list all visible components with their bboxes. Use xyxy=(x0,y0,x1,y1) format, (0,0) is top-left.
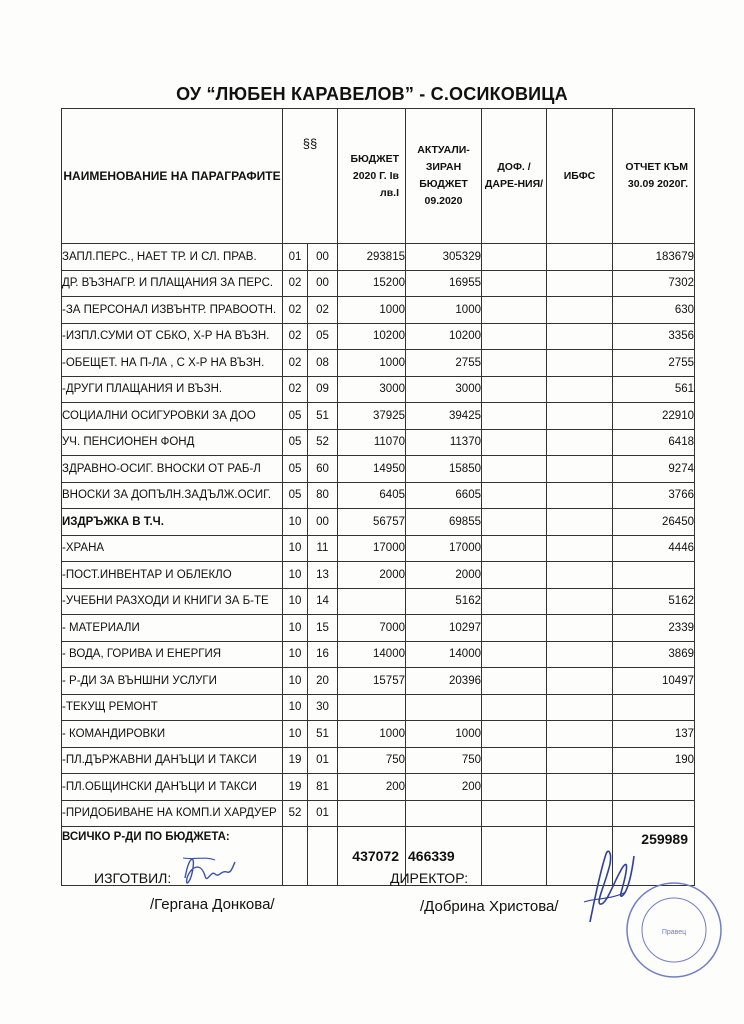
row-budget: 14950 xyxy=(338,456,406,483)
row-subparagraph: 00 xyxy=(308,509,338,536)
row-subparagraph: 20 xyxy=(308,668,338,695)
row-subparagraph: 13 xyxy=(308,562,338,589)
row-donations xyxy=(482,376,547,403)
row-paragraph: 02 xyxy=(283,297,308,324)
total-donations xyxy=(482,827,547,886)
row-report: 26450 xyxy=(613,509,695,536)
row-donations xyxy=(482,482,547,509)
row-name: ВНОСКИ ЗА ДОПЪЛН.ЗАДЪЛЖ.ОСИГ. xyxy=(62,482,283,509)
row-name: -ХРАНА xyxy=(62,535,283,562)
table-row xyxy=(62,774,695,801)
row-donations xyxy=(482,800,547,827)
row-ibfs xyxy=(547,800,613,827)
budget-table xyxy=(61,108,695,886)
document-title: ОУ “ЛЮБЕН КАРАВЕЛОВ” - С.ОСИКОВИЦА xyxy=(176,84,568,104)
row-donations xyxy=(482,297,547,324)
row-paragraph: 01 xyxy=(283,244,308,271)
row-donations xyxy=(482,774,547,801)
row-ibfs xyxy=(547,588,613,615)
row-ibfs xyxy=(547,721,613,748)
row-paragraph: 10 xyxy=(283,668,308,695)
row-donations xyxy=(482,562,547,589)
row-paragraph: 05 xyxy=(283,403,308,430)
row-report: 22910 xyxy=(613,403,695,430)
row-name: -ТЕКУЩ РЕМОНТ xyxy=(62,694,283,721)
header-ibfs: ИБФС xyxy=(547,109,613,244)
row-report xyxy=(613,774,695,801)
row-budget: 200 xyxy=(338,774,406,801)
row-ibfs xyxy=(547,482,613,509)
row-updated-budget: 14000 xyxy=(406,641,482,668)
row-subparagraph: 11 xyxy=(308,535,338,562)
table-row xyxy=(62,800,695,827)
row-paragraph: 02 xyxy=(283,323,308,350)
row-name: -ЗА ПЕРСОНАЛ ИЗВЪНТР. ПРАВООТН. xyxy=(62,297,283,324)
header-paragraph: §§ xyxy=(283,109,338,244)
row-budget: 1000 xyxy=(338,721,406,748)
row-paragraph: 19 xyxy=(283,774,308,801)
row-ibfs xyxy=(547,774,613,801)
row-report: 2339 xyxy=(613,615,695,642)
row-subparagraph: 16 xyxy=(308,641,338,668)
row-budget: 17000 xyxy=(338,535,406,562)
row-budget: 2000 xyxy=(338,562,406,589)
row-budget: 37925 xyxy=(338,403,406,430)
row-budget: 14000 xyxy=(338,641,406,668)
table-row xyxy=(62,270,695,297)
row-paragraph: 10 xyxy=(283,588,308,615)
row-budget xyxy=(338,800,406,827)
header-name: НАИМЕНОВАНИЕ НА ПАРАГРАФИТЕ xyxy=(62,109,283,244)
row-report: 3356 xyxy=(613,323,695,350)
svg-text:Правец: Правец xyxy=(661,929,687,936)
row-subparagraph: 15 xyxy=(308,615,338,642)
row-donations xyxy=(482,668,547,695)
row-name: -ПОСТ.ИНВЕНТАР И ОБЛЕКЛО xyxy=(62,562,283,589)
row-subparagraph: 02 xyxy=(308,297,338,324)
row-paragraph: 10 xyxy=(283,694,308,721)
row-name: -ОБЕЩЕТ. НА П-ЛА , С Х-Р НА ВЪЗН. xyxy=(62,350,283,377)
row-name: - ВОДА, ГОРИВА И ЕНЕРГИЯ xyxy=(62,641,283,668)
row-budget: 15757 xyxy=(338,668,406,695)
row-paragraph: 10 xyxy=(283,721,308,748)
row-budget: 11070 xyxy=(338,429,406,456)
row-report: 4446 xyxy=(613,535,695,562)
row-budget: 750 xyxy=(338,747,406,774)
table-row xyxy=(62,297,695,324)
row-report: 7302 xyxy=(613,270,695,297)
row-budget: 1000 xyxy=(338,297,406,324)
table-row xyxy=(62,668,695,695)
total-label: ВСИЧКО Р-ДИ ПО БЮДЖЕТА: xyxy=(62,827,283,886)
row-name: - Р-ДИ ЗА ВЪНШНИ УСЛУГИ xyxy=(62,668,283,695)
row-updated-budget: 1000 xyxy=(406,297,482,324)
row-name: ДР. ВЪЗНАГР. И ПЛАЩАНИЯ ЗА ПЕРС. xyxy=(62,270,283,297)
row-paragraph: 52 xyxy=(283,800,308,827)
row-updated-budget: 16955 xyxy=(406,270,482,297)
table-row xyxy=(62,244,695,271)
table-row xyxy=(62,588,695,615)
row-report xyxy=(613,562,695,589)
row-budget: 10200 xyxy=(338,323,406,350)
total-p1 xyxy=(283,827,308,886)
row-paragraph: 05 xyxy=(283,456,308,483)
row-subparagraph: 09 xyxy=(308,376,338,403)
row-name: ЗДРАВНО-ОСИГ. ВНОСКИ ОТ РАБ-Л xyxy=(62,456,283,483)
row-report: 5162 xyxy=(613,588,695,615)
table-row xyxy=(62,350,695,377)
row-budget xyxy=(338,588,406,615)
row-ibfs xyxy=(547,323,613,350)
row-budget: 56757 xyxy=(338,509,406,536)
row-subparagraph: 00 xyxy=(308,270,338,297)
row-updated-budget: 2000 xyxy=(406,562,482,589)
table-row xyxy=(62,641,695,668)
row-report: 630 xyxy=(613,297,695,324)
table-row xyxy=(62,429,695,456)
row-donations xyxy=(482,403,547,430)
row-donations xyxy=(482,615,547,642)
row-updated-budget: 20396 xyxy=(406,668,482,695)
header-updated-budget: АКТУАЛИ-ЗИРАН БЮДЖЕТ 09.2020 xyxy=(406,109,482,244)
row-paragraph: 02 xyxy=(283,350,308,377)
table-row xyxy=(62,562,695,589)
row-subparagraph: 00 xyxy=(308,244,338,271)
row-budget: 293815 xyxy=(338,244,406,271)
row-ibfs xyxy=(547,668,613,695)
row-name: УЧ. ПЕНСИОНЕН ФОНД xyxy=(62,429,283,456)
row-subparagraph: 51 xyxy=(308,721,338,748)
row-updated-budget: 39425 xyxy=(406,403,482,430)
row-paragraph: 02 xyxy=(283,376,308,403)
row-subparagraph: 30 xyxy=(308,694,338,721)
row-name: -УЧЕБНИ РАЗХОДИ И КНИГИ ЗА Б-ТЕ xyxy=(62,588,283,615)
table-row xyxy=(62,403,695,430)
header-budget: БЮДЖЕТ 2020 Г. Iв лв.I xyxy=(338,109,406,244)
row-donations xyxy=(482,747,547,774)
row-donations xyxy=(482,429,547,456)
row-subparagraph: 81 xyxy=(308,774,338,801)
row-report: 183679 xyxy=(613,244,695,271)
row-budget: 6405 xyxy=(338,482,406,509)
row-name: СОЦИАЛНИ ОСИГУРОВКИ ЗА ДОО xyxy=(62,403,283,430)
row-ibfs xyxy=(547,403,613,430)
row-updated-budget: 10297 xyxy=(406,615,482,642)
row-donations xyxy=(482,535,547,562)
row-paragraph: 10 xyxy=(283,535,308,562)
preparer-signature-icon xyxy=(175,848,245,896)
row-name: ЗАПЛ.ПЕРС., НАЕТ ТР. И СЛ. ПРАВ. xyxy=(62,244,283,271)
row-paragraph: 10 xyxy=(283,641,308,668)
row-name: - КОМАНДИРОВКИ xyxy=(62,721,283,748)
row-ibfs xyxy=(547,297,613,324)
row-donations xyxy=(482,509,547,536)
row-report xyxy=(613,800,695,827)
row-updated-budget: 15850 xyxy=(406,456,482,483)
row-updated-budget: 17000 xyxy=(406,535,482,562)
row-ibfs xyxy=(547,562,613,589)
row-donations xyxy=(482,350,547,377)
total-p2 xyxy=(308,827,338,886)
director-label: ДИРЕКТОР: xyxy=(390,870,469,886)
row-updated-budget: 305329 xyxy=(406,244,482,271)
row-ibfs xyxy=(547,429,613,456)
row-budget: 15200 xyxy=(338,270,406,297)
row-subparagraph: 14 xyxy=(308,588,338,615)
row-budget: 7000 xyxy=(338,615,406,642)
prepared-name: /Гергана Донкова/ xyxy=(150,896,275,913)
row-updated-budget: 6605 xyxy=(406,482,482,509)
row-name: -ПЛ.ОБЩИНСКИ ДАНЪЦИ И ТАКСИ xyxy=(62,774,283,801)
row-ibfs xyxy=(547,244,613,271)
director-name: /Добрина Христова/ xyxy=(420,898,559,915)
row-updated-budget: 5162 xyxy=(406,588,482,615)
table-row xyxy=(62,376,695,403)
row-name: - МАТЕРИАЛИ xyxy=(62,615,283,642)
row-donations xyxy=(482,641,547,668)
row-subparagraph: 05 xyxy=(308,323,338,350)
row-paragraph: 02 xyxy=(283,270,308,297)
row-updated-budget: 750 xyxy=(406,747,482,774)
row-name: -ПРИДОБИВАНЕ НА КОМП.И ХАРДУЕР xyxy=(62,800,283,827)
row-subparagraph: 01 xyxy=(308,800,338,827)
row-ibfs xyxy=(547,535,613,562)
total-report: 259989 xyxy=(613,827,695,886)
table-row xyxy=(62,456,695,483)
table-header-row xyxy=(62,109,695,244)
row-ibfs xyxy=(547,747,613,774)
row-paragraph: 05 xyxy=(283,482,308,509)
row-report: 9274 xyxy=(613,456,695,483)
row-report: 561 xyxy=(613,376,695,403)
row-ibfs xyxy=(547,270,613,297)
row-report: 2755 xyxy=(613,350,695,377)
total-budget: 437072 xyxy=(338,827,406,886)
row-report: 10497 xyxy=(613,668,695,695)
row-paragraph: 10 xyxy=(283,615,308,642)
row-subparagraph: 52 xyxy=(308,429,338,456)
row-name: -ПЛ.ДЪРЖАВНИ ДАНЪЦИ И ТАКСИ xyxy=(62,747,283,774)
row-ibfs xyxy=(547,641,613,668)
table-row xyxy=(62,615,695,642)
row-donations xyxy=(482,270,547,297)
row-updated-budget: 200 xyxy=(406,774,482,801)
row-updated-budget: 69855 xyxy=(406,509,482,536)
row-report: 137 xyxy=(613,721,695,748)
table-row xyxy=(62,509,695,536)
row-name: -ИЗПЛ.СУМИ ОТ СБКО, Х-Р НА ВЪЗН. xyxy=(62,323,283,350)
header-donations: ДОФ. /ДАРЕ-НИЯ/ xyxy=(482,109,547,244)
row-donations xyxy=(482,323,547,350)
table-row xyxy=(62,721,695,748)
row-ibfs xyxy=(547,509,613,536)
row-budget: 1000 xyxy=(338,350,406,377)
row-report: 3869 xyxy=(613,641,695,668)
row-donations xyxy=(482,456,547,483)
row-ibfs xyxy=(547,694,613,721)
row-ibfs xyxy=(547,456,613,483)
table-row xyxy=(62,323,695,350)
table-row xyxy=(62,482,695,509)
row-ibfs xyxy=(547,615,613,642)
row-updated-budget: 10200 xyxy=(406,323,482,350)
row-donations xyxy=(482,694,547,721)
row-donations xyxy=(482,244,547,271)
row-budget xyxy=(338,694,406,721)
row-paragraph: 19 xyxy=(283,747,308,774)
total-updated: 466339 xyxy=(406,827,482,886)
row-paragraph: 10 xyxy=(283,509,308,536)
table-body xyxy=(62,244,695,827)
row-name: -ДРУГИ ПЛАЩАНИЯ И ВЪЗН. xyxy=(62,376,283,403)
row-report: 3766 xyxy=(613,482,695,509)
school-stamp-icon xyxy=(624,880,724,980)
row-paragraph: 10 xyxy=(283,562,308,589)
row-ibfs xyxy=(547,350,613,377)
row-ibfs xyxy=(547,376,613,403)
table-row xyxy=(62,535,695,562)
header-report: ОТЧЕТ КЪМ 30.09 2020Г. xyxy=(613,109,695,244)
row-name: ИЗДРЪЖКА В Т.Ч. xyxy=(62,509,283,536)
table-row xyxy=(62,747,695,774)
row-donations xyxy=(482,588,547,615)
row-updated-budget xyxy=(406,694,482,721)
row-subparagraph: 51 xyxy=(308,403,338,430)
row-subparagraph: 08 xyxy=(308,350,338,377)
row-paragraph: 05 xyxy=(283,429,308,456)
row-updated-budget: 1000 xyxy=(406,721,482,748)
table-row xyxy=(62,694,695,721)
row-budget: 3000 xyxy=(338,376,406,403)
row-updated-budget: 11370 xyxy=(406,429,482,456)
row-updated-budget: 2755 xyxy=(406,350,482,377)
row-report: 6418 xyxy=(613,429,695,456)
prepared-label: ИЗГОТВИЛ: xyxy=(94,870,172,886)
row-subparagraph: 80 xyxy=(308,482,338,509)
row-subparagraph: 60 xyxy=(308,456,338,483)
row-updated-budget xyxy=(406,800,482,827)
row-report: 190 xyxy=(613,747,695,774)
row-subparagraph: 01 xyxy=(308,747,338,774)
row-report xyxy=(613,694,695,721)
row-updated-budget: 3000 xyxy=(406,376,482,403)
row-donations xyxy=(482,721,547,748)
